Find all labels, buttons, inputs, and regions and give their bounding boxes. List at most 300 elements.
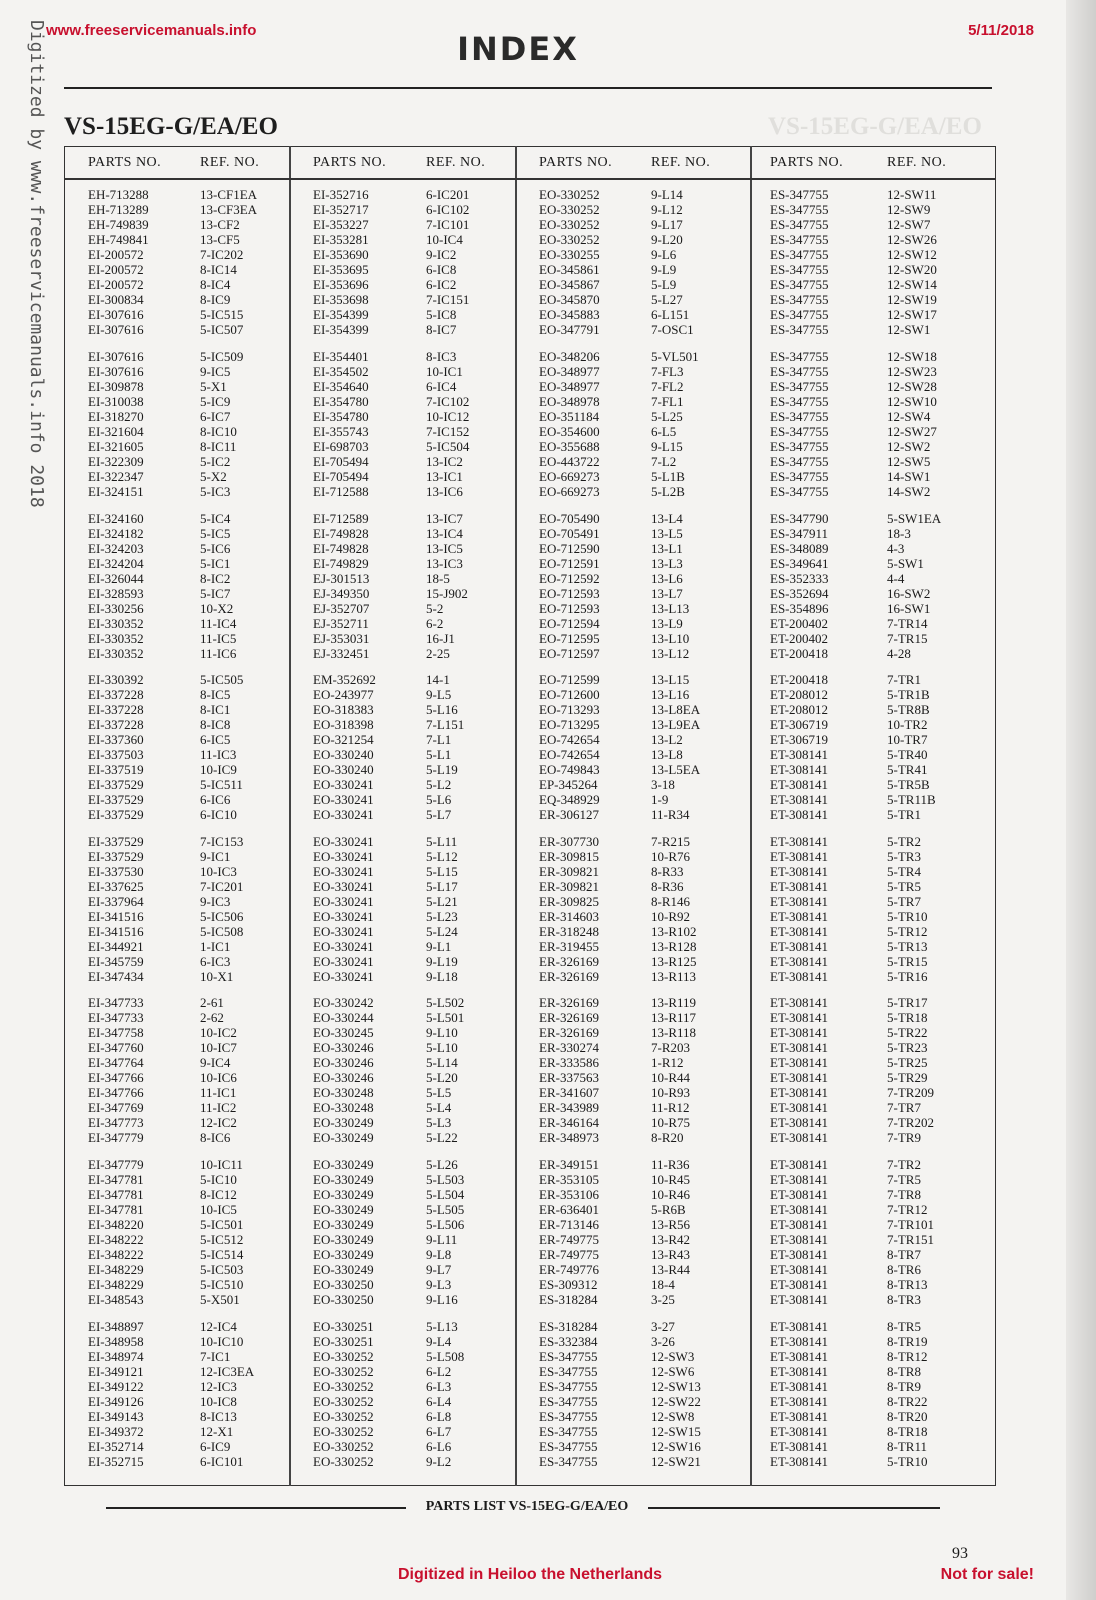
part-number: EI-354399 — [313, 322, 369, 337]
part-number: ES-347755 — [770, 292, 829, 307]
part-number: EJ-352707 — [313, 601, 370, 616]
part-number: EI-337228 — [88, 702, 144, 717]
ref-number: 13-R125 — [651, 954, 697, 969]
ref-number: 8-IC7 — [426, 322, 457, 337]
part-number: ET-200418 — [770, 672, 829, 687]
table-row — [88, 1394, 308, 1409]
ref-number: 6-IC7 — [200, 409, 231, 424]
ref-number: 9-L12 — [651, 202, 683, 217]
table-row — [88, 439, 308, 454]
part-number: EI-337625 — [88, 879, 144, 894]
table-row — [313, 747, 533, 762]
ref-number: 5-L505 — [426, 1202, 465, 1217]
row-group — [88, 672, 308, 822]
ref-number: 5-IC8 — [426, 307, 457, 322]
footer-label: PARTS LIST VS-15EG-G/EA/EO — [425, 1499, 629, 1514]
part-number: EM-352692 — [313, 672, 376, 687]
ref-number: 5-TR10 — [887, 909, 928, 924]
table-row — [539, 924, 759, 939]
table-row — [770, 424, 990, 439]
ref-number: 6-IC9 — [200, 1439, 231, 1454]
part-number: ES-347755 — [539, 1364, 598, 1379]
part-number: ER-341607 — [539, 1085, 599, 1100]
table-row — [770, 1085, 990, 1100]
table-row — [88, 1319, 308, 1334]
row-group — [539, 672, 759, 822]
table-row — [313, 469, 533, 484]
part-number: EI-300834 — [88, 292, 144, 307]
part-number: EI-749829 — [313, 556, 369, 571]
table-row — [770, 995, 990, 1010]
part-number: ET-308141 — [770, 1424, 829, 1439]
part-number: ET-308141 — [770, 1172, 829, 1187]
table-row — [539, 777, 759, 792]
table-row — [539, 1115, 759, 1130]
ref-number: 5-TR5 — [887, 879, 921, 894]
part-number: ET-208012 — [770, 702, 829, 717]
ref-number: 5-TR22 — [887, 1025, 928, 1040]
ref-number: 5-L15 — [426, 864, 458, 879]
ref-number: 9-L19 — [426, 954, 458, 969]
table-row — [313, 292, 533, 307]
table-row — [88, 409, 308, 424]
row-group — [313, 511, 533, 661]
table-row — [88, 1334, 308, 1349]
part-number: EI-354780 — [313, 409, 369, 424]
part-number: EI-309878 — [88, 379, 144, 394]
ref-number: 5-IC504 — [426, 439, 470, 454]
ref-number: 13-CF2 — [200, 217, 240, 232]
part-number: EO-330245 — [313, 1025, 374, 1040]
part-number: ES-347755 — [539, 1409, 598, 1424]
part-number: EI-330352 — [88, 631, 144, 646]
part-number: EO-345861 — [539, 262, 600, 277]
part-number: ER-326169 — [539, 1025, 599, 1040]
table-row — [539, 277, 759, 292]
table-row — [313, 571, 533, 586]
part-number: ET-208012 — [770, 687, 829, 702]
table-row — [313, 1025, 533, 1040]
part-number: EI-307616 — [88, 307, 144, 322]
part-number: EO-330246 — [313, 1055, 374, 1070]
table-row — [88, 1364, 308, 1379]
ref-number: 5-X1 — [200, 379, 227, 394]
part-number: EO-712591 — [539, 556, 600, 571]
table-row — [313, 217, 533, 232]
part-number: ER-306127 — [539, 807, 599, 822]
table-row — [88, 1439, 308, 1454]
table-row — [539, 1247, 759, 1262]
part-number: ES-347755 — [770, 469, 829, 484]
ref-number: 8-IC6 — [200, 1130, 231, 1145]
ref-number: 3-26 — [651, 1334, 675, 1349]
table-row — [539, 1100, 759, 1115]
part-number: ET-308141 — [770, 1115, 829, 1130]
part-number: EO-330252 — [539, 217, 600, 232]
part-number: EO-330252 — [313, 1424, 374, 1439]
table-row — [88, 292, 308, 307]
part-number: EI-200572 — [88, 247, 144, 262]
part-number: EO-330241 — [313, 954, 374, 969]
table-row — [88, 687, 308, 702]
table-row — [313, 909, 533, 924]
part-number: EO-330252 — [539, 232, 600, 247]
ref-number: 12-SW14 — [887, 277, 937, 292]
table-row — [539, 762, 759, 777]
ref-number: 9-L8 — [426, 1247, 452, 1262]
part-number: EI-347766 — [88, 1070, 144, 1085]
table-row — [88, 747, 308, 762]
table-row — [539, 792, 759, 807]
table-row — [88, 364, 308, 379]
ref-number: 9-L3 — [426, 1277, 452, 1292]
part-number: EO-330241 — [313, 807, 374, 822]
part-number: EJ-353031 — [313, 631, 370, 646]
ref-number: 6-L6 — [426, 1439, 452, 1454]
part-number: ES-347755 — [770, 187, 829, 202]
ref-number: 6-IC101 — [200, 1454, 244, 1469]
part-number: EO-348977 — [539, 379, 600, 394]
ref-number: 13-R102 — [651, 924, 697, 939]
ref-number: 10-IC9 — [200, 762, 237, 777]
ref-number: 10-R75 — [651, 1115, 690, 1130]
part-number: ET-308141 — [770, 1349, 829, 1364]
table-row — [88, 792, 308, 807]
ref-number: 15-J902 — [426, 586, 468, 601]
table-row — [539, 1319, 759, 1334]
part-number: EO-712599 — [539, 672, 600, 687]
table-row — [770, 1334, 990, 1349]
part-number: ES-347755 — [770, 307, 829, 322]
table-row — [88, 631, 308, 646]
table-row — [770, 571, 990, 586]
table-row — [313, 1187, 533, 1202]
table-row — [313, 1130, 533, 1145]
table-row — [770, 394, 990, 409]
part-number: EO-669273 — [539, 484, 600, 499]
part-number: ES-347755 — [539, 1349, 598, 1364]
part-number: EI-337529 — [88, 849, 144, 864]
ref-number: 14-SW1 — [887, 469, 931, 484]
part-number: EI-353698 — [313, 292, 369, 307]
ref-number: 3-25 — [651, 1292, 675, 1307]
part-number: ES-347755 — [770, 364, 829, 379]
part-number: ET-308141 — [770, 894, 829, 909]
part-number: EI-352715 — [88, 1454, 144, 1469]
ref-number: 5-L12 — [426, 849, 458, 864]
part-number: EO-330249 — [313, 1115, 374, 1130]
table-row — [770, 1040, 990, 1055]
row-group — [313, 995, 533, 1145]
ref-number: 13-R42 — [651, 1232, 690, 1247]
table-row — [313, 1115, 533, 1130]
part-number: ER-307730 — [539, 834, 599, 849]
part-number: ER-326169 — [539, 1010, 599, 1025]
ref-number: 14-1 — [426, 672, 450, 687]
ref-number: 7-IC152 — [426, 424, 470, 439]
table-row — [770, 1262, 990, 1277]
ref-number: 7-FL1 — [651, 394, 684, 409]
ref-number: 8-TR9 — [887, 1379, 921, 1394]
part-number: EI-337530 — [88, 864, 144, 879]
model-title: VS-15EG-G/EA/EO — [64, 113, 278, 140]
ref-number: 8-TR12 — [887, 1349, 928, 1364]
ref-number: 2-25 — [426, 646, 450, 661]
part-number: EI-354780 — [313, 394, 369, 409]
ref-number: 8-R33 — [651, 864, 684, 879]
table-row — [88, 1187, 308, 1202]
table-row — [770, 849, 990, 864]
table-row — [539, 687, 759, 702]
col-header-part-no: PARTS NO. — [88, 155, 162, 170]
ref-number: 1-IC1 — [200, 939, 231, 954]
ref-number: 12-SW27 — [887, 424, 937, 439]
ref-number: 8-IC13 — [200, 1409, 237, 1424]
table-row — [88, 1454, 308, 1469]
part-number: EP-345264 — [539, 777, 598, 792]
row-group — [539, 349, 759, 499]
table-row — [770, 1217, 990, 1232]
part-number: EI-307616 — [88, 364, 144, 379]
ref-number: 13-L6 — [651, 571, 683, 586]
ref-number: 5-TR13 — [887, 939, 928, 954]
part-number: ET-308141 — [770, 864, 829, 879]
ref-number: 9-L17 — [651, 217, 683, 232]
part-number: EO-330249 — [313, 1262, 374, 1277]
part-number: EO-330252 — [539, 202, 600, 217]
part-number: EI-341516 — [88, 909, 144, 924]
table-row — [88, 1010, 308, 1025]
part-number: EO-330246 — [313, 1040, 374, 1055]
table-row — [770, 469, 990, 484]
ref-number: 5-IC501 — [200, 1217, 244, 1232]
page-number: 93 — [952, 1545, 968, 1562]
ref-number: 7-L2 — [651, 454, 677, 469]
ref-number: 10-X1 — [200, 969, 234, 984]
ref-number: 6-IC4 — [426, 379, 457, 394]
row-group — [539, 995, 759, 1145]
part-number: EO-443722 — [539, 454, 600, 469]
page-edge-shadow — [1066, 0, 1096, 1600]
ref-number: 5-L2 — [426, 777, 452, 792]
ref-number: 13-L12 — [651, 646, 690, 661]
table-row — [88, 379, 308, 394]
part-number: ES-347755 — [770, 217, 829, 232]
part-number: EI-705494 — [313, 454, 369, 469]
part-number: EI-349143 — [88, 1409, 144, 1424]
table-row — [313, 1217, 533, 1232]
part-number: EO-742654 — [539, 747, 600, 762]
part-number: EO-330252 — [313, 1349, 374, 1364]
part-number: ER-346164 — [539, 1115, 599, 1130]
part-number: ET-308141 — [770, 879, 829, 894]
part-number: EO-705491 — [539, 526, 600, 541]
ref-number: 5-SW1 — [887, 556, 924, 571]
ref-number: 2-62 — [200, 1010, 224, 1025]
table-row — [770, 969, 990, 984]
part-number: EH-749841 — [88, 232, 149, 247]
part-number: ET-308141 — [770, 1025, 829, 1040]
ref-number: 5-IC5 — [200, 526, 231, 541]
ref-number: 5-L20 — [426, 1070, 458, 1085]
part-number: ES-347755 — [770, 322, 829, 337]
row-group — [770, 349, 990, 499]
part-number: ET-308141 — [770, 939, 829, 954]
site-url-link[interactable]: www.freeservicemanuals.info — [46, 22, 257, 39]
table-row — [88, 1040, 308, 1055]
part-number: ER-348973 — [539, 1130, 599, 1145]
ref-number: 13-L7 — [651, 586, 683, 601]
table-row — [313, 939, 533, 954]
ref-number: 4-28 — [887, 646, 911, 661]
part-number: ET-308141 — [770, 762, 829, 777]
part-number: EO-330249 — [313, 1232, 374, 1247]
table-row — [770, 1202, 990, 1217]
row-group — [770, 1319, 990, 1469]
part-number: EO-330249 — [313, 1187, 374, 1202]
part-number: ET-308141 — [770, 924, 829, 939]
table-row — [770, 879, 990, 894]
part-number: EO-318383 — [313, 702, 374, 717]
ref-number: 5-X2 — [200, 469, 227, 484]
table-row — [88, 601, 308, 616]
ref-number: 8-TR3 — [887, 1292, 921, 1307]
part-number: ET-200418 — [770, 646, 829, 661]
row-group — [313, 672, 533, 822]
part-number: EI-347779 — [88, 1130, 144, 1145]
table-row — [313, 526, 533, 541]
ref-number: 10-R92 — [651, 909, 690, 924]
table-row — [770, 717, 990, 732]
ref-number: 13-IC7 — [426, 511, 463, 526]
table-row — [313, 277, 533, 292]
table-row — [88, 586, 308, 601]
table-row — [770, 762, 990, 777]
table-row — [539, 1172, 759, 1187]
ref-number: 6-IC6 — [200, 792, 231, 807]
table-row — [539, 349, 759, 364]
part-number: EI-322347 — [88, 469, 144, 484]
table-row — [88, 202, 308, 217]
part-number: ET-308141 — [770, 1394, 829, 1409]
ref-number: 8-R20 — [651, 1130, 684, 1145]
table-row — [770, 646, 990, 661]
part-number: EO-330241 — [313, 969, 374, 984]
table-row — [770, 1187, 990, 1202]
part-number: EI-349122 — [88, 1379, 144, 1394]
part-number: ET-308141 — [770, 1010, 829, 1025]
ref-number: 12-SW20 — [887, 262, 937, 277]
table-row — [539, 1232, 759, 1247]
ref-number: 5-R6B — [651, 1202, 686, 1217]
part-number: ET-308141 — [770, 1130, 829, 1145]
ref-number: 8-IC12 — [200, 1187, 237, 1202]
row-group — [539, 834, 759, 984]
part-number: EO-330241 — [313, 939, 374, 954]
ref-number: 12-SW9 — [887, 202, 931, 217]
table-row — [88, 1217, 308, 1232]
table-row — [770, 454, 990, 469]
row-group — [88, 1157, 308, 1307]
part-number: EO-330241 — [313, 777, 374, 792]
part-number: ET-308141 — [770, 1292, 829, 1307]
table-row — [313, 1454, 533, 1469]
ref-number: 7-R215 — [651, 834, 690, 849]
table-row — [88, 849, 308, 864]
table-row — [770, 864, 990, 879]
table-row — [770, 1454, 990, 1469]
table-row — [770, 379, 990, 394]
ref-number: 10-IC3 — [200, 864, 237, 879]
ref-number: 9-L9 — [651, 262, 677, 277]
ref-number: 9-L15 — [651, 439, 683, 454]
part-number: EI-341516 — [88, 924, 144, 939]
table-row — [313, 1055, 533, 1070]
ref-number: 9-L11 — [426, 1232, 458, 1247]
row-group — [313, 1157, 533, 1307]
table-row — [539, 1130, 759, 1145]
ref-number: 5-2 — [426, 601, 444, 616]
ref-number: 7-FL3 — [651, 364, 684, 379]
ref-number: 8-TR19 — [887, 1334, 928, 1349]
part-number: EO-712593 — [539, 586, 600, 601]
ref-number: 12-IC3 — [200, 1379, 237, 1394]
table-row — [313, 349, 533, 364]
ref-number: 13-R43 — [651, 1247, 690, 1262]
table-row — [88, 232, 308, 247]
ref-number: 13-L10 — [651, 631, 690, 646]
table-row — [770, 894, 990, 909]
table-row — [770, 217, 990, 232]
part-number: ER-318248 — [539, 924, 599, 939]
ref-number: 13-L13 — [651, 601, 690, 616]
table-row — [313, 1172, 533, 1187]
table-row — [770, 1172, 990, 1187]
part-number: EI-348897 — [88, 1319, 144, 1334]
table-row — [313, 864, 533, 879]
ref-number: 12-SW6 — [651, 1364, 695, 1379]
part-number: ES-347755 — [770, 277, 829, 292]
part-number: EO-355688 — [539, 439, 600, 454]
ref-number: 10-TR2 — [887, 717, 928, 732]
part-number: EI-347733 — [88, 1010, 144, 1025]
ref-number: 10-IC1 — [426, 364, 463, 379]
row-group — [770, 1157, 990, 1307]
row-group — [313, 834, 533, 984]
ref-number: 13-L4 — [651, 511, 683, 526]
col-header-ref-no: REF. NO. — [426, 155, 486, 170]
part-number: EI-337360 — [88, 732, 144, 747]
table-row — [539, 834, 759, 849]
part-number: ES-347755 — [539, 1424, 598, 1439]
part-number: EI-330352 — [88, 616, 144, 631]
part-number: EI-347779 — [88, 1157, 144, 1172]
table-row — [88, 277, 308, 292]
ref-number: 5-TR4 — [887, 864, 921, 879]
part-number: ER-343989 — [539, 1100, 599, 1115]
ref-number: 12-SW22 — [651, 1394, 701, 1409]
table-row — [539, 702, 759, 717]
ref-number: 16-J1 — [426, 631, 455, 646]
part-number: EI-353690 — [313, 247, 369, 262]
ref-number: 13-IC5 — [426, 541, 463, 556]
table-row — [539, 1187, 759, 1202]
part-number: EI-349126 — [88, 1394, 144, 1409]
row-group — [313, 187, 533, 337]
row-group — [770, 511, 990, 661]
ref-number: 12-SW18 — [887, 349, 937, 364]
table-row — [770, 732, 990, 747]
